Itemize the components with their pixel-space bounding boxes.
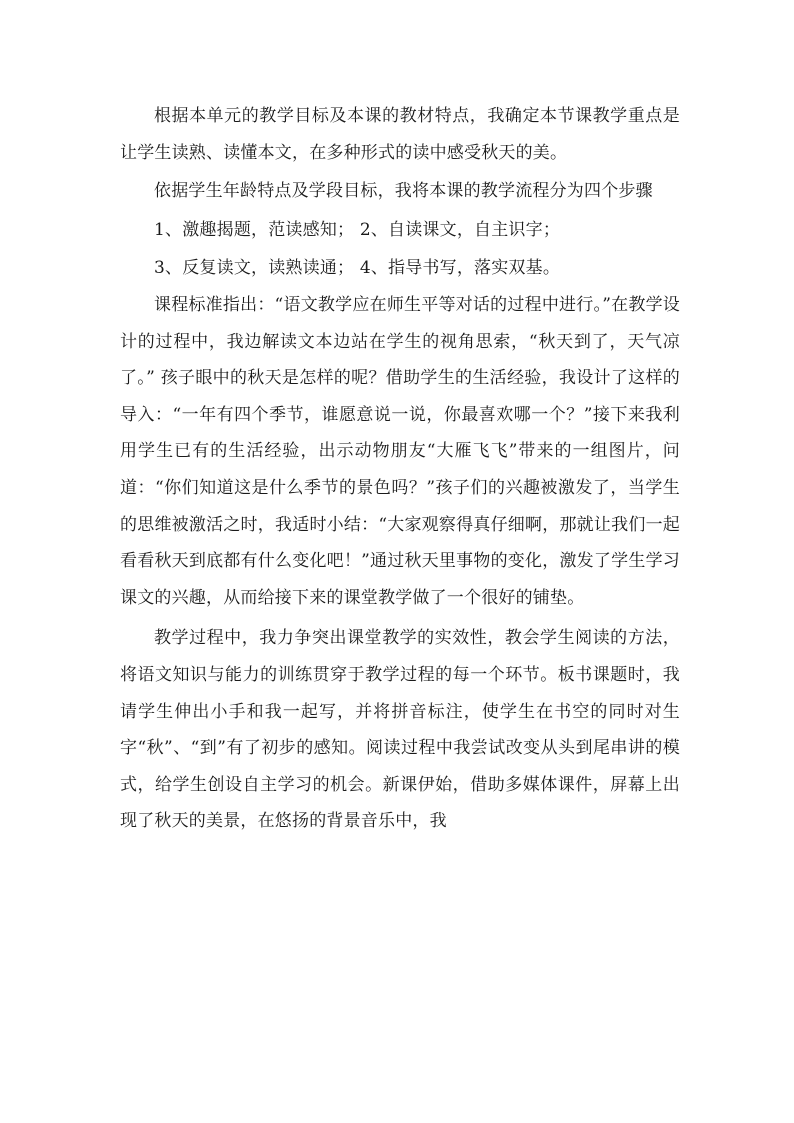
- paragraph-teaching-focus: 根据本单元的教学目标及本课的教材特点，我确定本节课教学重点是让学生读熟、读懂本文，在多种形式的读中感受秋天的美。: [120, 106, 680, 163]
- paragraph-teaching-process-intro: 依据学生年龄特点及学段目标，我将本课的教学流程分为四个步骤: [154, 181, 653, 202]
- document-body: [120, 98, 680, 840]
- paragraph-steps-1-2: 1、激趣揭题，范读感知； 2、自读课文，自主识字；: [154, 219, 561, 240]
- paragraph-teaching-process: 教学过程中，我力争突出课堂教学的实效性，教会学生阅读的方法，将语文知识与能力的训练贯穿于教学过程的每一个环节。板书课题时，我请学生伸出小手和我一起写，并将拼音标注，使学生在书空的同时对生字“秋”、“到”有了初步的感知。阅读过程中我尝试改变从头到尾串讲的模式，给学生创设自主学习的机会。新课伊始，借助多媒体课件，屏幕上出现了秋天的美景，在悠扬的背景音乐中，我: [120, 628, 680, 832]
- paragraph-steps-3-4: 3、反复读文，读熟读通； 4、指导书写，落实双基。: [154, 258, 561, 279]
- paragraph-curriculum-standard: 课程标准指出：“语文教学应在师生平等对话的过程中进行。”在教学设计的过程中，我边解读文本边站在学生的视角思索，“秋天到了，天气凉了。” 孩子眼中的秋天是怎样的呢？借助学生的生活经验，我设计了这样的导入：“一年有四个季节，谁愿意说一说，你最喜欢哪一个？”接下来我利用学生已有的生活经验，出示动物朋友“大雁飞飞”带来的一组图片，问道：“你们知道这是什么季节的景色吗？”孩子们的兴趣被激发了，当学生的思维被激活之时，我适时小结：“大家观察得真仔细啊，那就让我们一起看看秋天到底都有什么变化吧！”通过秋天里事物的变化，激发了学生学习课文的兴趣，从而给接下来的课堂教学做了一个很好的铺垫。: [120, 294, 680, 608]
